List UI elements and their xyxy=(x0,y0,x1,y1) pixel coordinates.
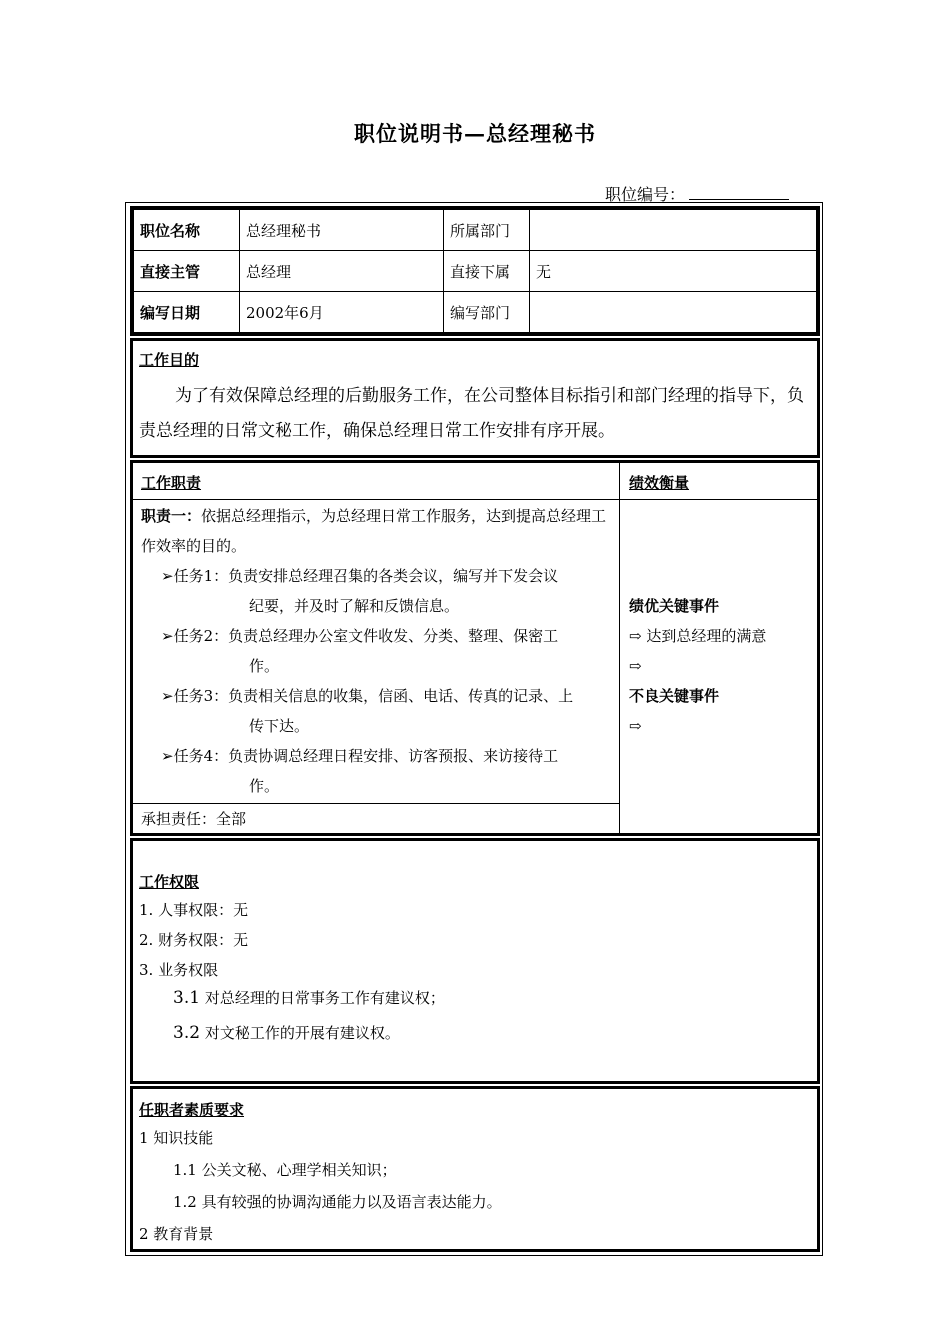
task-cont: 作。 xyxy=(249,657,280,675)
duty-list xyxy=(141,501,611,801)
table-row xyxy=(134,210,817,251)
task-item xyxy=(141,681,611,741)
qualification-item: 2 教育背景 xyxy=(139,1225,214,1243)
duties-heading: 工作职责 xyxy=(141,474,202,492)
page-title: 职位说明书—总经理秘书 xyxy=(354,121,596,146)
qualification-section xyxy=(130,1086,820,1252)
good-events-heading: 绩优关键事件 xyxy=(629,597,720,615)
label-position-name: 职位名称 xyxy=(134,210,240,251)
label-writing-dept: 编写部门 xyxy=(444,292,530,333)
task-lead: ➢任务3：负责相关信息的收集，信函、电话、传真的记录、上 xyxy=(161,687,574,705)
qualification-heading: 任职者素质要求 xyxy=(139,1101,245,1119)
task-lead: ➢任务4：负责协调总经理日程安排、访客预报、来访接待工 xyxy=(161,747,559,765)
duty-one-label: 职责一： xyxy=(141,507,202,525)
value-date: 2002年6月 xyxy=(240,292,444,333)
task-item xyxy=(141,741,611,801)
performance-list xyxy=(629,591,766,741)
authority-item: 3. 业务权限 xyxy=(139,961,219,979)
performance-heading: 绩效衡量 xyxy=(629,474,690,492)
info-section xyxy=(130,206,820,336)
subitem-text: 对总经理的日常事务工作有建议权； xyxy=(200,989,445,1007)
task-item xyxy=(141,561,611,621)
authority-item: 1. 人事权限：无 xyxy=(139,901,249,919)
value-writing-dept xyxy=(530,292,817,333)
position-number-label: 职位编号： xyxy=(605,185,686,204)
label-supervisor: 直接主管 xyxy=(134,251,240,292)
task-lead: ➢任务1：负责安排总经理召集的各类会议，编写并下发会议 xyxy=(161,567,559,585)
duties-section xyxy=(130,460,820,836)
task-lead: ➢任务2：负责总经理办公室文件收发、分类、整理、保密工 xyxy=(161,627,559,645)
value-department xyxy=(530,210,817,251)
task-cont: 传下达。 xyxy=(249,717,310,735)
authority-section xyxy=(130,838,820,1084)
goal-text: 为了有效保障总经理的后勤服务工作，在公司整体目标指引和部门经理的指导下，负责总经理的日常文秘工作，确保总经理日常工作安排有序开展。 xyxy=(139,386,804,441)
label-department: 所属部门 xyxy=(444,210,530,251)
qualification-subitem: 1.2 具有较强的协调沟通能力以及语言表达能力。 xyxy=(173,1193,502,1211)
qualification-subitem: 1.1 公关文秘、心理学相关知识； xyxy=(173,1161,397,1179)
label-date: 编写日期 xyxy=(134,292,240,333)
task-cont: 纪要，并及时了解和反馈信息。 xyxy=(249,597,460,615)
authority-subitem xyxy=(173,987,445,1008)
position-number-blank xyxy=(689,187,789,200)
duty-one xyxy=(141,501,611,561)
duty-one-text: 依据总经理指示，为总经理日常工作服务，达到提高总经理工作效率的目的。 xyxy=(141,507,607,555)
authority-subitem xyxy=(173,1022,400,1043)
task-item xyxy=(141,621,611,681)
table-row xyxy=(134,292,817,333)
goal-section xyxy=(130,338,820,458)
value-position-name: 总经理秘书 xyxy=(240,210,444,251)
table-row xyxy=(134,251,817,292)
value-subordinates: 无 xyxy=(530,251,817,292)
bad-event-item: ⇨ xyxy=(629,717,642,735)
label-subordinates: 直接下属 xyxy=(444,251,530,292)
bad-events-heading: 不良关键事件 xyxy=(629,687,720,705)
goal-heading: 工作目的 xyxy=(139,351,200,369)
good-event-item: ⇨ xyxy=(629,657,642,675)
duties-header xyxy=(133,463,817,500)
authority-item: 2. 财务权限：无 xyxy=(139,931,249,949)
authority-heading: 工作权限 xyxy=(139,873,200,891)
responsibility-row xyxy=(133,803,619,828)
subitem-number: 3.2 xyxy=(173,1023,201,1043)
subitem-number: 3.1 xyxy=(173,988,201,1008)
responsibility-text: 承担责任：全部 xyxy=(141,810,247,828)
value-supervisor: 总经理 xyxy=(240,251,444,292)
subitem-text: 对文秘工作的开展有建议权。 xyxy=(200,1024,400,1042)
column-divider xyxy=(619,463,620,833)
qualification-item: 1 知识技能 xyxy=(139,1129,214,1147)
info-table xyxy=(133,209,817,333)
good-event-item: ⇨ 达到总经理的满意 xyxy=(629,627,767,645)
task-cont: 作。 xyxy=(249,777,280,795)
